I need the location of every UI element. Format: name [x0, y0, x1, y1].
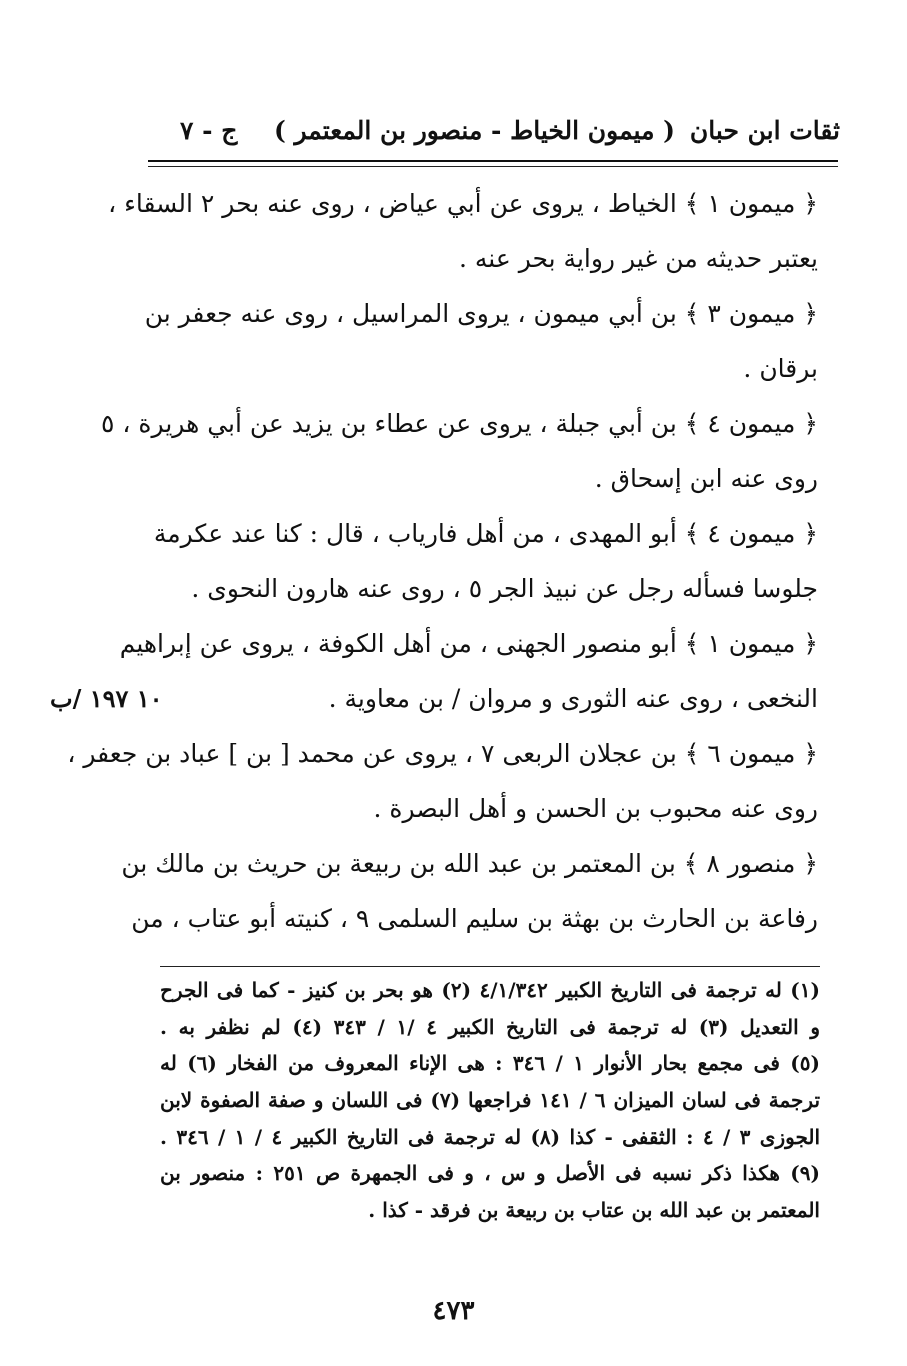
text-line: ﴿ ميمون ٣ ﴾ بن أبي ميمون ، يروى المراسيل ، روى عنه جعفر بن	[144, 299, 818, 328]
text-line: برقان .	[743, 354, 818, 383]
text-line: يعتبر حديثه من غير رواية بحر عنه .	[459, 244, 818, 273]
manuscript-folio-reference: ١٠ ١٩٧ /ب	[50, 684, 163, 713]
page-number: ٤٧٣	[432, 1296, 475, 1326]
text-line: ﴿ منصور ٨ ﴾ بن المعتمر بن عبد الله بن ربيعة بن حريث بن مالك بن	[121, 849, 818, 878]
volume-label: ج - ٧	[180, 116, 238, 145]
footnote-line: (١) له ترجمة فى التاريخ الكبير ٤/١/٣٤٢ (٢) هو بحر بن كنيز - كما فى الجرح	[160, 978, 820, 1002]
footnotes	[160, 972, 820, 1229]
footnote-line: المعتمر بن عبد الله بن عتاب بن ربيعة بن فرقد - كذا .	[368, 1198, 820, 1223]
text-line: ﴿ ميمون ٤ ﴾ أبو المهدى ، من أهل فارياب ، قال : كنا عند عكرمة	[153, 519, 818, 548]
book-title: ثقات ابن حبان	[689, 116, 840, 145]
text-line: ﴿ ميمون ١ ﴾ الخياط ، يروى عن أبي عياض ، روى عنه بحر ٢ السقاء ،	[108, 189, 818, 218]
header-rule-thick	[148, 160, 838, 162]
text-line: رفاعة بن الحارث بن بهثة بن سليم السلمى ٩ ، كنيته أبو عتاب ، من	[131, 904, 818, 933]
footnote-line: ترجمة فى لسان الميزان ٦ / ١٤١ فراجعها (٧) فى اللسان و صفة الصفوة لابن	[160, 1088, 821, 1113]
footnote-line: و التعديل (٣) له ترجمة فى التاريخ الكبير ٤ /١ / ٣٤٣ (٤) لم نظفر به .	[160, 1014, 820, 1039]
text-line: روى عنه محبوب بن الحسن و أهل البصرة .	[373, 794, 818, 823]
text-line: ﴿ ميمون ١ ﴾ أبو منصور الجهنى ، من أهل الكوفة ، يروى عن إبراهيم	[119, 629, 818, 658]
entries-range: ( ميمون الخياط - منصور بن المعتمر )	[273, 116, 675, 145]
text-line: ﴿ ميمون ٦ ﴾ بن عجلان الربعى ٧ ، يروى عن محمد [ بن ] عباد بن جعفر ،	[67, 739, 818, 768]
footnote-line: الجوزى ٣ / ٤ : الثقفى - كذا (٨) له ترجمة فى التاريخ الكبير ٤ / ١ / ٣٤٦ .	[160, 1124, 821, 1149]
text-line: روى عنه ابن إسحاق .	[594, 464, 818, 493]
header-rule-thin	[148, 166, 838, 167]
footnote-line: (٩) هكذا ذكر نسبه فى الأصل و س ، و فى الجمهرة ص ٢٥١ : منصور بن	[160, 1161, 820, 1186]
footnote-line: (٥) فى مجمع بحار الأنوار ١ / ٣٤٦ : هى الإناء المعروف من الفخار (٦) له	[160, 1051, 820, 1076]
text-line: النخعى ، روى عنه الثورى و مروان / بن معاوية .	[328, 684, 818, 713]
text-line: جلوسا فسأله رجل عن نبيذ الجر ٥ ، روى عنه هارون النحوى .	[191, 574, 818, 603]
running-header	[160, 108, 840, 152]
text-line: ﴿ ميمون ٤ ﴾ بن أبي جبلة ، يروى عن عطاء بن يزيد عن أبي هريرة ، ٥	[101, 409, 818, 438]
footnote-separator	[160, 966, 820, 967]
